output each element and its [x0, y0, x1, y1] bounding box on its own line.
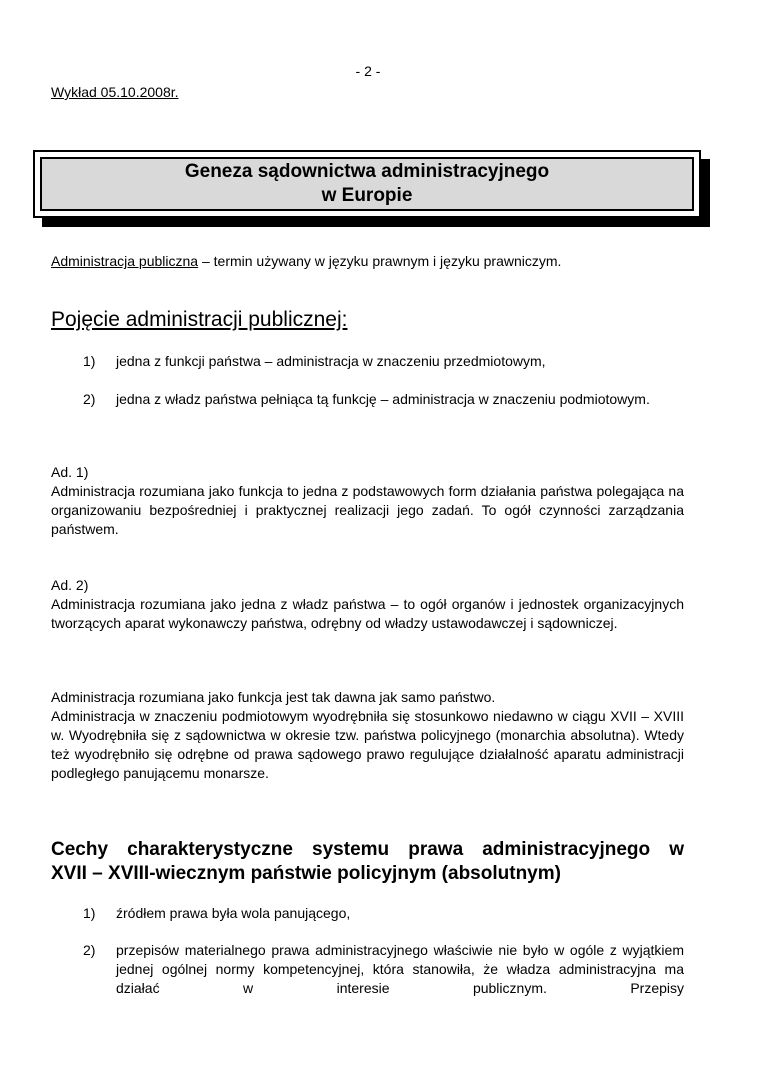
features-heading [51, 838, 684, 886]
list-number: 1) [83, 905, 96, 921]
title-line-2: w Europie [321, 185, 413, 206]
page-number: - 2 - [355, 63, 381, 79]
list-text: jedna z władz państwa pełniąca tą funkcję – administracja w znaczeniu podmiotowym. [116, 391, 650, 407]
list-number: 2) [83, 942, 96, 958]
features-heading-line-2: XVII – XVIII-wiecznym państwie policyjnym (absolutnym) [51, 863, 561, 884]
ad2-text: Administracja rozumiana jako jedna z władz państwa – to ogół organów i jednostek organizacyjnych tworzących aparat wykonawczy państwa, odrębny od władzy ustawodawczej i sądowniczej. [51, 596, 684, 631]
list-number: 2) [83, 391, 96, 407]
ad2-label: Ad. 2) [51, 577, 89, 593]
intro-paragraph [51, 252, 684, 271]
intro-definition: – termin używany w języku prawnym i języku prawniczym. [198, 253, 562, 269]
title-line-1: Geneza sądownictwa administracyjnego [184, 161, 550, 182]
ad1-text: Administracja rozumiana jako funkcja to jedna z podstawowych form działania państwa polegająca na organizowaniu bezpośredniej i praktycznej realizacji jego zadań. To ogół czynności zarządzania państwem. [51, 483, 684, 537]
list-number: 1) [83, 353, 96, 369]
lecture-date: Wykład 05.10.2008r. [51, 84, 179, 100]
title-inner [40, 157, 694, 211]
concept-heading: Pojęcie administracji publicznej: [51, 308, 348, 331]
list-text: przepisów materialnego prawa administracyjnego właściwie nie było w ogóle z wyjątkiem jednej ogólnej normy kompetencyjnej, która stanowiła, że władza administracyjna ma działać w interesie publicznym. Przepisy [116, 942, 684, 996]
list-text: źródłem prawa była wola panującego, [116, 905, 351, 921]
history-text: Administracja w znaczeniu podmiotowym wyodrębniła się stosunkowo niedawno w ciągu XVII – XVIII w. Wyodrębniła się z sądownictwa w okresie tzw. państwa policyjnego (monarchia absolutna). Wtedy też wyodrębniło się odrębne od prawa sądowego prawo regulujące działalność aparatu administracji podległego panującemu monarsze. [51, 708, 684, 781]
list-item [51, 904, 684, 923]
history-line-1: Administracja rozumiana jako funkcja jest tak dawna jak samo państwo. [51, 689, 496, 705]
ad1-label: Ad. 1) [51, 464, 89, 480]
intro-term: Administracja publiczna [51, 253, 199, 269]
list-item [51, 390, 684, 409]
features-heading-line-1: Cechy charakterystyczne systemu prawa administracyjnego w [51, 839, 684, 860]
list-item [51, 352, 684, 371]
list-item [51, 941, 684, 998]
list-text: jedna z funkcji państwa – administracja w znaczeniu przedmiotowym, [116, 353, 546, 369]
title-box [33, 150, 701, 218]
